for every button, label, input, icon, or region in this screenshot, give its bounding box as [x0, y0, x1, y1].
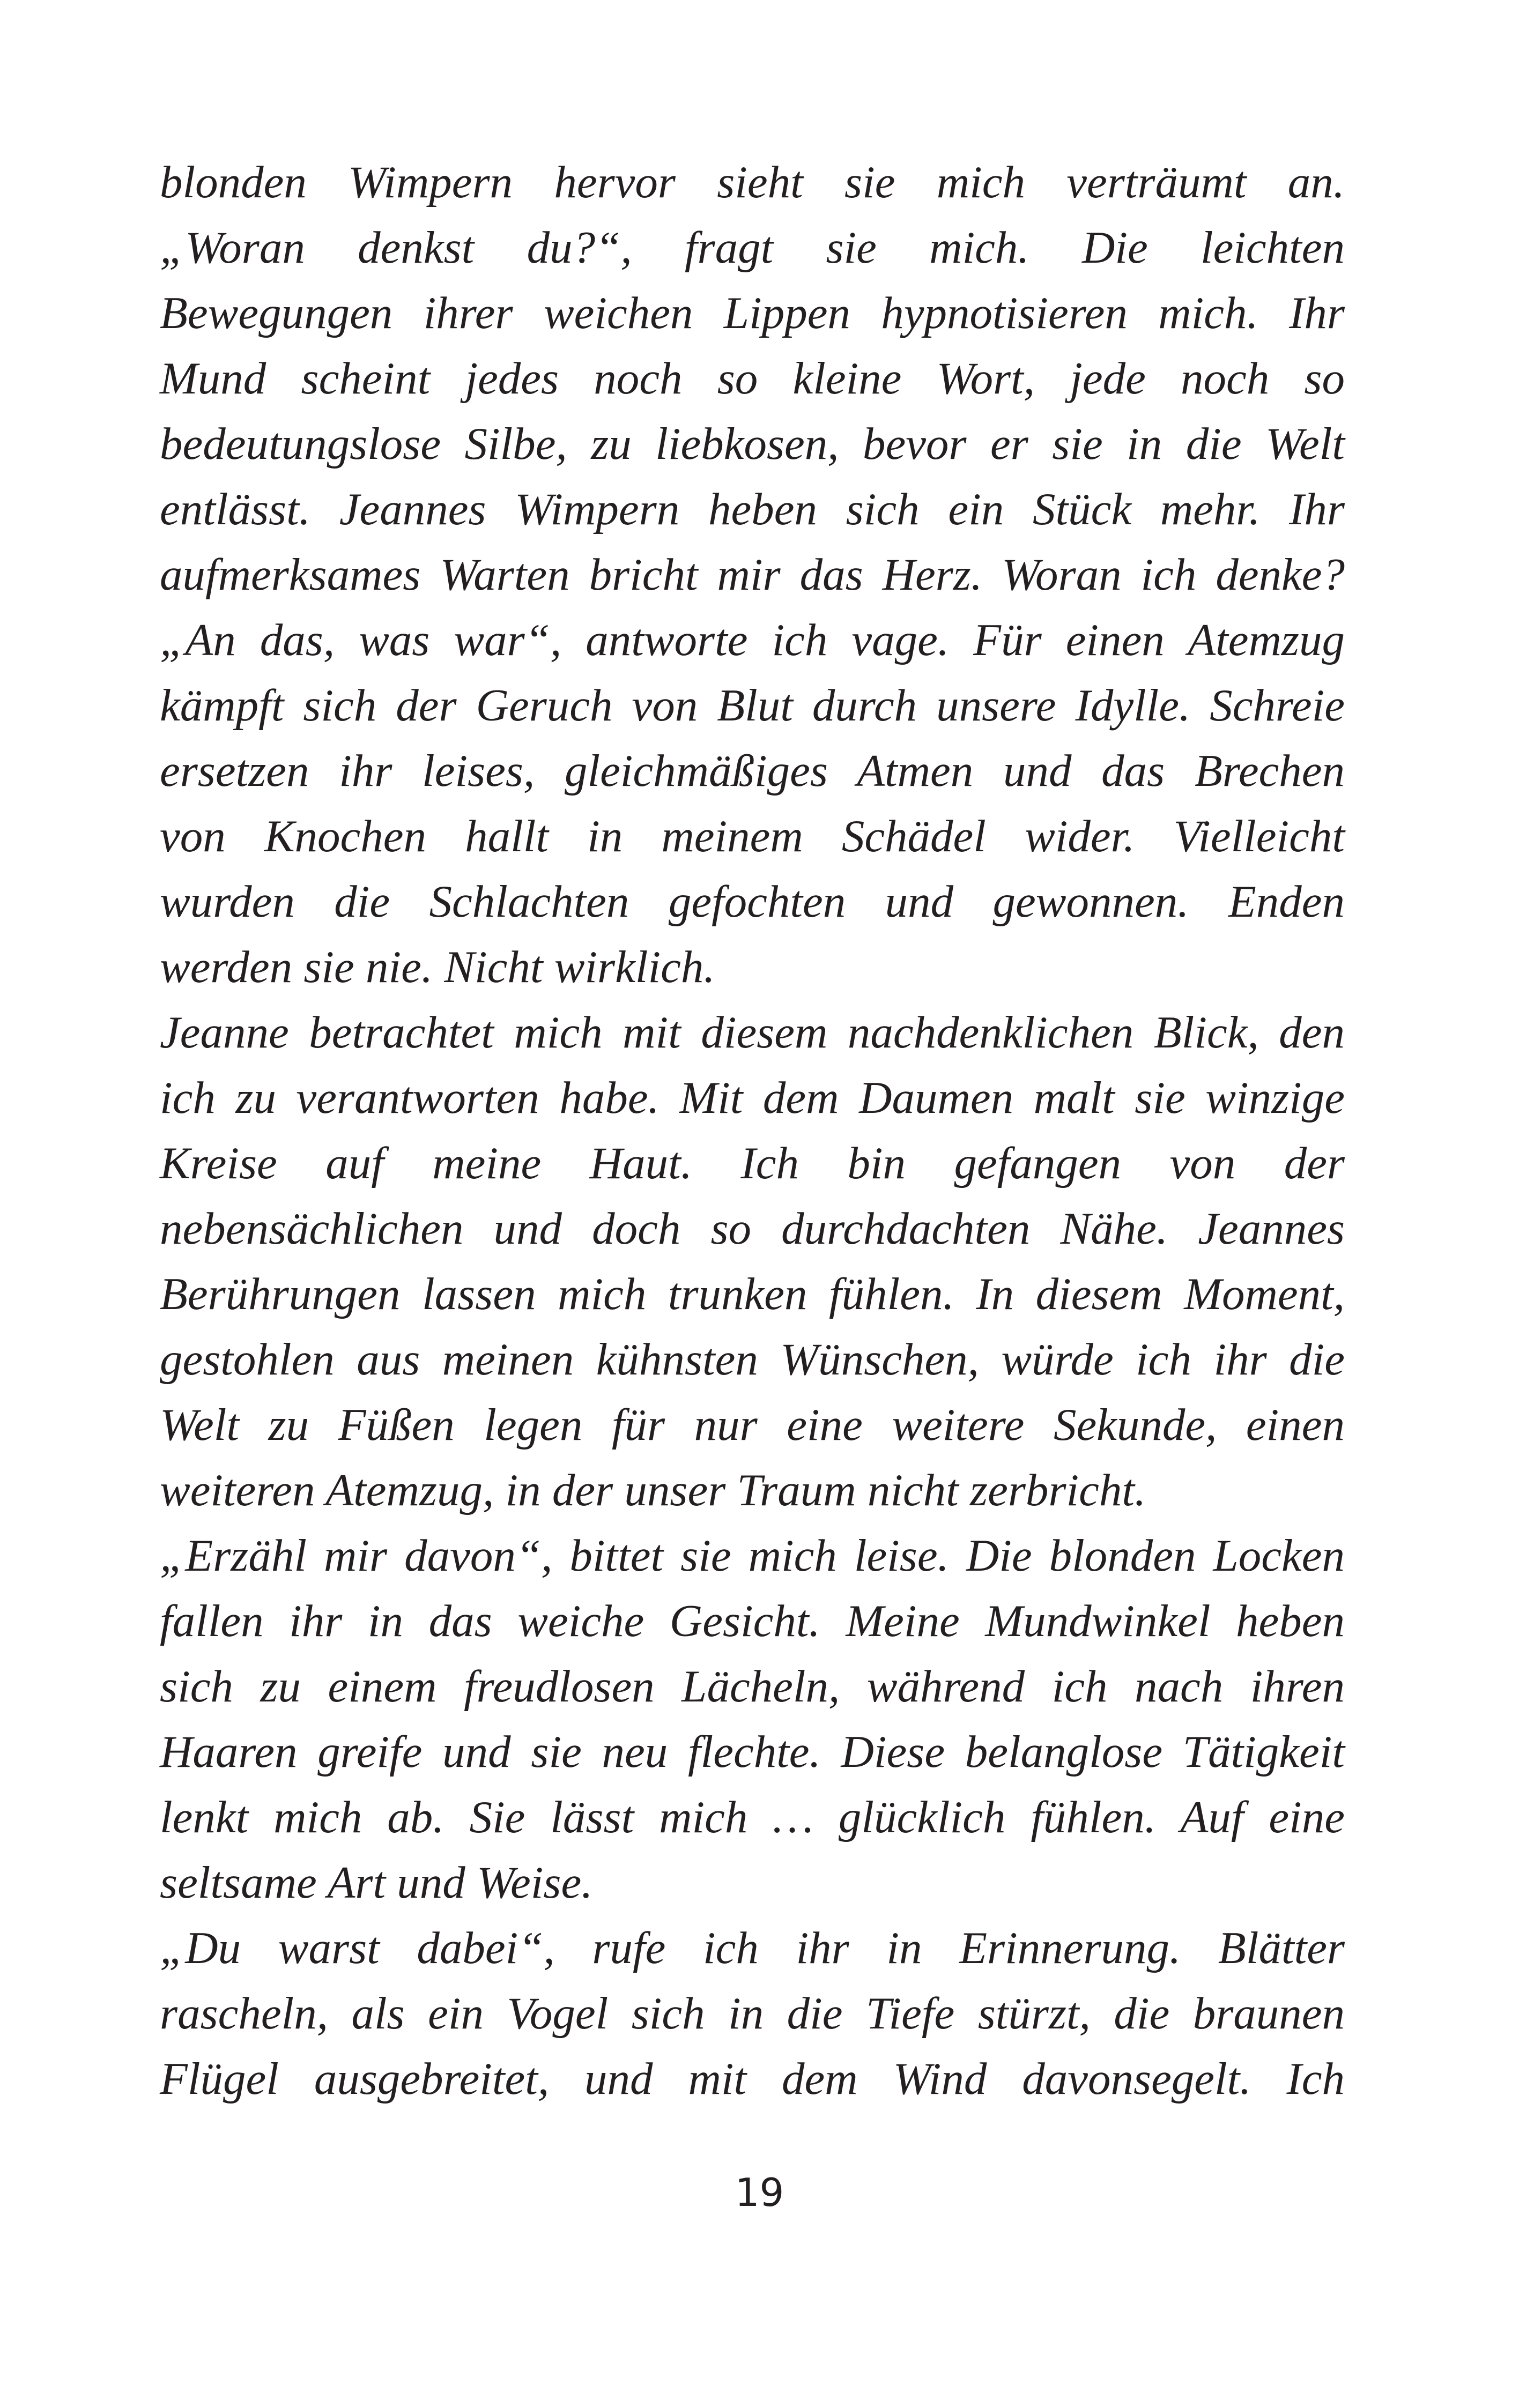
text-line: weiteren Atemzug, in der unser Traum nicht zerbricht.	[160, 1465, 1146, 1515]
text-line: aufmerksames Warten bricht mir das Herz. Woran ich denke?	[160, 549, 1345, 600]
text-line: Bewegungen ihrer weichen Lippen hypnotisieren mich. Ihr	[160, 288, 1345, 338]
text-line: rascheln, als ein Vogel sich in die Tiefe stürzt, die braunen	[160, 1988, 1345, 2039]
text-line: Kreise auf meine Haut. Ich bin gefangen von der	[160, 1138, 1345, 1188]
text-line: Haaren greife und sie neu flechte. Diese belanglose Tätigkeit	[160, 1727, 1345, 1777]
text-line: „An das, was war“, antworte ich vage. Für einen Atemzug	[160, 615, 1345, 665]
text-line: blonden Wimpern hervor sieht sie mich verträumt an.	[160, 157, 1345, 207]
text-line: Welt zu Füßen legen für nur eine weitere Sekunde, einen	[160, 1400, 1345, 1450]
text-line: nebensächlichen und doch so durchdachten Nähe. Jeannes	[160, 1203, 1345, 1254]
text-line: ich zu verantworten habe. Mit dem Daumen malt sie winzige	[160, 1073, 1345, 1123]
text-line: „Du warst dabei“, rufe ich ihr in Erinnerung. Blätter	[160, 1923, 1345, 1973]
text-line: lenkt mich ab. Sie lässt mich … glücklich fühlen. Auf eine	[160, 1792, 1345, 1842]
text-line: fallen ihr in das weiche Gesicht. Meine Mundwinkel heben	[160, 1596, 1345, 1646]
text-line: seltsame Art und Weise.	[160, 1857, 593, 1908]
text-line: sich zu einem freudlosen Lächeln, während ich nach ihren	[160, 1661, 1345, 1712]
text-line: Flügel ausgebreitet, und mit dem Wind davonsegelt. Ich	[160, 2054, 1345, 2104]
text-line: „Woran denkst du?“, fragt sie mich. Die leichten	[160, 222, 1345, 273]
text-line: werden sie nie. Nicht wirklich.	[160, 942, 715, 992]
text-line: Berührungen lassen mich trunken fühlen. In diesem Moment,	[160, 1269, 1345, 1319]
page-number: 19	[735, 2170, 784, 2215]
text-line: entlässt. Jeannes Wimpern heben sich ein Stück mehr. Ihr	[160, 484, 1345, 534]
text-line: ersetzen ihr leises, gleichmäßiges Atmen und das Brechen	[160, 746, 1345, 796]
text-line: Jeanne betrachtet mich mit diesem nachdenklichen Blick, den	[160, 1007, 1345, 1058]
text-line: von Knochen hallt in meinem Schädel wider. Vielleicht	[160, 811, 1345, 861]
text-line: bedeutungslose Silbe, zu liebkosen, bevor er sie in die Welt	[160, 419, 1345, 469]
text-line: Mund scheint jedes noch so kleine Wort, jede noch so	[160, 353, 1345, 404]
text-line: gestohlen aus meinen kühnsten Wünschen, würde ich ihr die	[160, 1334, 1345, 1385]
text-line: „Erzähl mir davon“, bittet sie mich leise. Die blonden Locken	[160, 1530, 1345, 1581]
text-line: kämpft sich der Geruch von Blut durch unsere Idylle. Schreie	[160, 680, 1345, 731]
text-line: wurden die Schlachten gefochten und gewonnen. Enden	[160, 876, 1345, 927]
